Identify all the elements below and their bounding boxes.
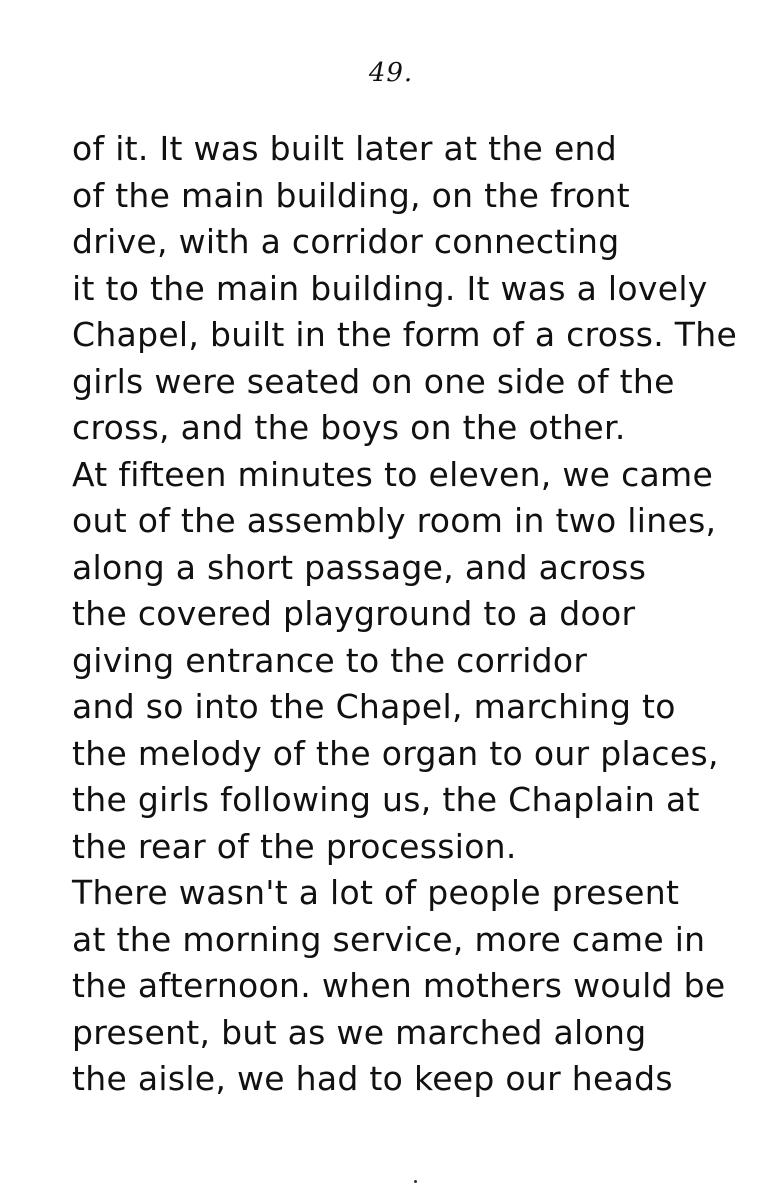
text-line: girls were seated on one side of the xyxy=(72,361,675,401)
text-line: Chapel, built in the form of a cross. The xyxy=(72,315,738,354)
text-line: the melody of the organ to our places, xyxy=(72,733,719,773)
text-line: cross, and the boys on the other. xyxy=(72,408,626,447)
text-line: of the main building, on the front xyxy=(72,175,630,215)
text-line: the girls following us, the Chaplain at xyxy=(72,780,700,819)
text-line: out of the assembly room in two lines, xyxy=(72,501,717,540)
text-line: present, but as we marched along xyxy=(72,1012,647,1052)
text-line: the covered playground to a door xyxy=(72,594,636,633)
text-line: the afternoon. when mothers would be xyxy=(72,966,726,1005)
handwritten-text-block xyxy=(72,126,738,1103)
text-line: drive, with a corridor connecting xyxy=(72,222,620,261)
text-line: at the morning service, more came in xyxy=(72,919,706,959)
text-line: the aisle, we had to keep our heads xyxy=(72,1059,673,1098)
text-line: There wasn't a lot of people present xyxy=(72,873,680,912)
text-line: giving entrance to the corridor xyxy=(72,640,588,680)
text-line: along a short passage, and across xyxy=(72,547,647,587)
paper-speck xyxy=(414,1180,417,1183)
page-number: 49. xyxy=(368,58,414,88)
text-line: At fifteen minutes to eleven, we came xyxy=(72,454,714,494)
text-line: and so into the Chapel, marching to xyxy=(72,687,676,726)
text-line: it to the main building. It was a lovely xyxy=(72,268,708,308)
text-line: of it. It was built later at the end xyxy=(72,129,618,168)
text-line: the rear of the procession. xyxy=(72,826,517,866)
